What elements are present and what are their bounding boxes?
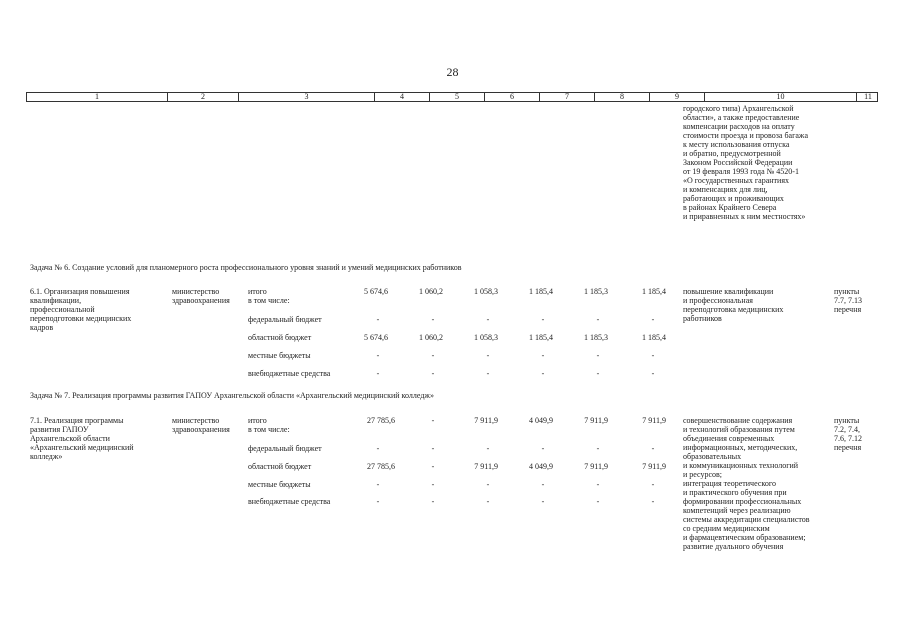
task-7-heading: Задача № 7. Реализация программы развития ГАПОУ Архангельской области «Архангельский медицинский колледж»	[30, 391, 434, 400]
item-6-1-executor	[172, 287, 230, 305]
value-cell: 5 674,6	[364, 333, 388, 342]
value-cell: 1 185,4	[642, 333, 666, 342]
value-cell: 1 058,3	[474, 333, 498, 342]
result-line: и практического обучения при	[683, 488, 787, 497]
executor-line: министерство	[172, 287, 220, 296]
value-cell: -	[431, 369, 435, 378]
value-cell: -	[541, 369, 545, 378]
header-col-9: 9	[650, 93, 705, 101]
note-line: компенсации расходов на оплату	[683, 122, 795, 131]
item-6-1-result	[683, 287, 783, 323]
points-line: перечня	[834, 443, 862, 452]
funding-source-regional: областной бюджет	[248, 462, 312, 471]
result-line: работников	[683, 314, 722, 323]
result-line: объединения современных	[683, 434, 775, 443]
value-cell: -	[541, 480, 545, 489]
value-cell: 4 049,9	[529, 462, 553, 471]
source-line: итого	[248, 287, 267, 296]
note-line: работающих и проживающих	[683, 194, 784, 203]
value-cell: -	[486, 369, 490, 378]
value-cell: 7 911,9	[474, 416, 498, 425]
executor-line: министерство	[172, 416, 220, 425]
value-cell: -	[376, 351, 380, 360]
value-cell: -	[376, 497, 380, 506]
value-cell: 1 185,4	[529, 287, 553, 296]
result-line: повышение квалификации	[683, 287, 774, 296]
points-line: 7.6, 7.12	[834, 434, 862, 443]
item-name-line: «Архангельский медицинский	[30, 443, 134, 452]
points-line: пункты	[834, 416, 860, 425]
header-col-2: 2	[168, 93, 239, 101]
value-cell: 7 911,9	[642, 416, 666, 425]
points-line: перечня	[834, 305, 862, 314]
value-cell: 5 674,6	[364, 287, 388, 296]
value-cell: -	[486, 351, 490, 360]
note-line: к месту использования отпуска	[683, 140, 790, 149]
value-cell: 1 060,2	[419, 287, 443, 296]
value-cell: -	[596, 315, 600, 324]
result-line: образовательных	[683, 452, 742, 461]
note-line: и компенсациях для лиц,	[683, 185, 768, 194]
header-col-1: 1	[27, 93, 168, 101]
table-header-row	[26, 92, 878, 102]
note-line: от 19 февраля 1993 года № 4520-1	[683, 167, 799, 176]
value-cell: -	[431, 480, 435, 489]
note-line: городского типа) Архангельской	[683, 104, 794, 113]
value-cell: 7 911,9	[584, 416, 608, 425]
value-cell: 27 785,6	[367, 462, 395, 471]
result-line: формировании профессиональных	[683, 497, 802, 506]
value-cell: -	[431, 444, 435, 453]
result-line: со средним медицинским	[683, 524, 770, 533]
result-line: и технологий образования путем	[683, 425, 795, 434]
value-cell: -	[596, 351, 600, 360]
value-cell: -	[376, 480, 380, 489]
header-col-11: 11	[864, 92, 872, 101]
task-6-heading: Задача № 6. Создание условий для планомерного роста профессионального уровня знаний и умений медицинских работников	[30, 263, 462, 272]
value-cell: -	[376, 444, 380, 453]
value-cell: -	[596, 497, 600, 506]
funding-source-total	[248, 416, 290, 434]
item-6-1-points	[834, 287, 862, 314]
note-line: стоимости проезда и провоза багажа	[683, 131, 809, 140]
value-cell: -	[651, 369, 655, 378]
funding-source-regional: областной бюджет	[248, 333, 312, 342]
item-name-line: 6.1. Организация повышения	[30, 287, 130, 296]
header-col-3: 3	[239, 93, 375, 101]
points-line: 7.7, 7.13	[834, 296, 862, 305]
source-line: в том числе:	[248, 296, 290, 305]
result-line: системы аккредитации специалистов	[683, 515, 810, 524]
funding-source-federal: федеральный бюджет	[248, 444, 322, 453]
result-line: и профессиональная	[683, 296, 753, 305]
funding-source-extrabudget: внебюджетные средства	[248, 497, 331, 506]
value-cell: -	[596, 480, 600, 489]
value-cell: -	[431, 416, 435, 425]
value-cell: -	[596, 444, 600, 453]
value-cell: -	[651, 480, 655, 489]
points-line: пункты	[834, 287, 860, 296]
value-cell: 1 060,2	[419, 333, 443, 342]
item-7-1-executor	[172, 416, 230, 434]
result-line: информационных, методических,	[683, 443, 798, 452]
executor-line: здравоохранения	[172, 425, 230, 434]
header-col-5: 5	[430, 93, 485, 101]
executor-line: здравоохранения	[172, 296, 230, 305]
item-name-line: квалификации,	[30, 296, 82, 305]
result-line: и фармацевтическим образованием;	[683, 533, 806, 542]
header-col-7: 7	[540, 93, 595, 101]
funding-source-extrabudget: внебюджетные средства	[248, 369, 331, 378]
value-cell: -	[486, 315, 490, 324]
result-line: и коммуникационных технологий	[683, 461, 799, 470]
value-cell: -	[651, 497, 655, 506]
page-number: 28	[446, 65, 459, 79]
continued-note	[683, 104, 808, 221]
note-line: области», а также предоставление	[683, 113, 800, 122]
item-name-line: Архангельской области	[30, 434, 110, 443]
item-7-1-result	[683, 416, 810, 551]
item-name-line: кадров	[30, 323, 54, 332]
source-line: итого	[248, 416, 267, 425]
note-line: и обратно, предусмотренной	[683, 149, 781, 158]
item-6-1-name	[30, 287, 131, 332]
result-line: компетенций через реализацию	[683, 506, 791, 515]
value-cell: -	[431, 497, 435, 506]
value-cell: -	[431, 351, 435, 360]
header-col-6: 6	[485, 93, 540, 101]
value-cell: -	[651, 444, 655, 453]
value-cell: -	[486, 444, 490, 453]
result-line: совершенствование содержания	[683, 416, 793, 425]
value-cell: 7 911,9	[642, 462, 666, 471]
value-cell: -	[486, 480, 490, 489]
item-name-line: 7.1. Реализация программы	[30, 416, 124, 425]
item-name-line: колледж»	[30, 452, 63, 461]
funding-source-federal: федеральный бюджет	[248, 315, 322, 324]
result-line: развитие дуального обучения	[683, 542, 784, 551]
result-line: интеграция теоретического	[683, 479, 776, 488]
value-cell: 7 911,9	[474, 462, 498, 471]
item-name-line: развития ГАПОУ	[30, 425, 89, 434]
note-line: Законом Российской Федерации	[683, 158, 793, 167]
note-line: и приравненных к ним местностях»	[683, 212, 806, 221]
result-line: и ресурсов;	[683, 470, 723, 479]
value-cell: -	[541, 444, 545, 453]
value-cell: -	[541, 497, 545, 506]
funding-source-total	[248, 287, 290, 305]
value-cell: -	[541, 315, 545, 324]
value-cell: 1 058,3	[474, 287, 498, 296]
note-line: «О государственных гарантиях	[683, 176, 790, 185]
value-cell: 27 785,6	[367, 416, 395, 425]
item-7-1-name	[30, 416, 134, 461]
value-cell: -	[376, 369, 380, 378]
value-cell: -	[486, 497, 490, 506]
points-line: 7.2, 7.4,	[834, 425, 860, 434]
source-line: в том числе:	[248, 425, 290, 434]
header-col-4: 4	[375, 93, 430, 101]
item-7-1-points	[834, 416, 862, 452]
value-cell: -	[541, 351, 545, 360]
value-cell: -	[431, 462, 435, 471]
value-cell: -	[651, 315, 655, 324]
value-cell: 4 049,9	[529, 416, 553, 425]
funding-source-local: местные бюджеты	[248, 351, 311, 360]
value-cell: -	[596, 369, 600, 378]
value-cell: 1 185,4	[642, 287, 666, 296]
value-cell: 7 911,9	[584, 462, 608, 471]
header-col-8: 8	[595, 93, 650, 101]
value-cell: 1 185,4	[529, 333, 553, 342]
header-col-10: 10	[705, 93, 857, 101]
funding-source-local: местные бюджеты	[248, 480, 311, 489]
value-cell: -	[431, 315, 435, 324]
item-name-line: профессиональной	[30, 305, 95, 314]
value-cell: -	[376, 315, 380, 324]
value-cell: 1 185,3	[584, 333, 608, 342]
value-cell: 1 185,3	[584, 287, 608, 296]
item-name-line: переподготовки медицинских	[30, 314, 132, 323]
note-line: в районах Крайнего Севера	[683, 203, 777, 212]
value-cell: -	[651, 351, 655, 360]
result-line: переподготовка медицинских	[683, 305, 784, 314]
